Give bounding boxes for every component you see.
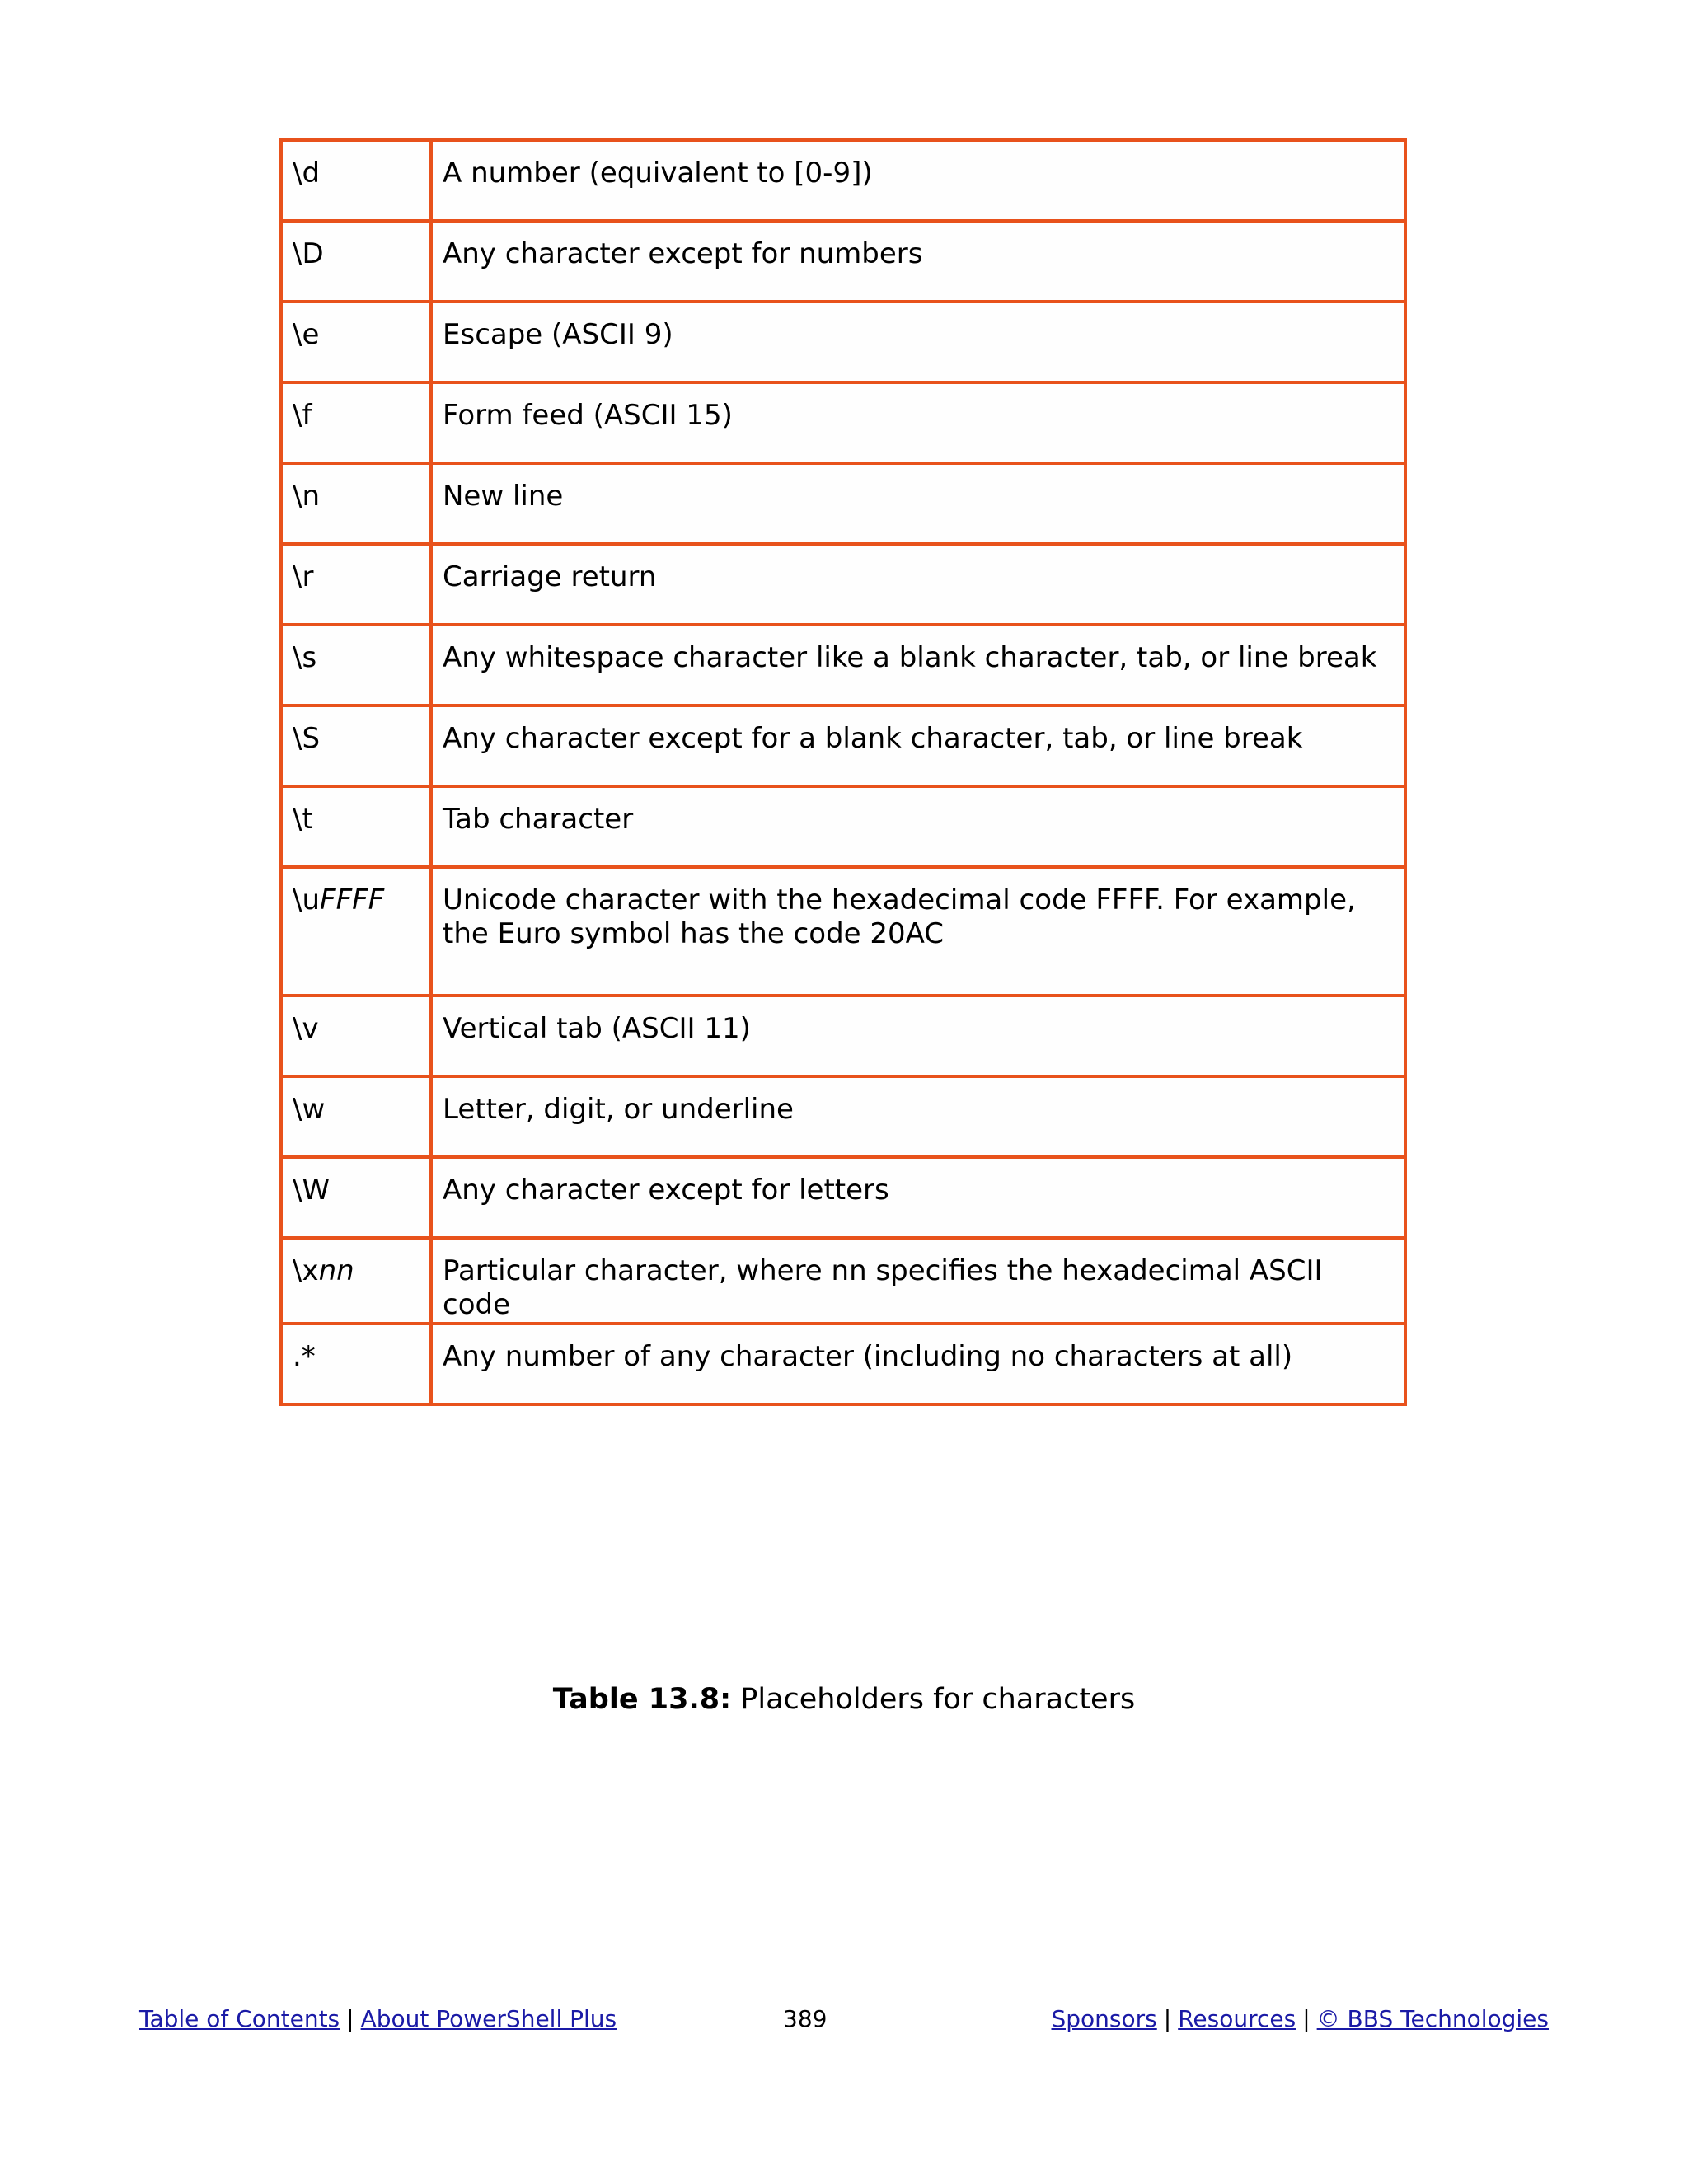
code-text: \f — [293, 399, 312, 432]
table-row — [281, 221, 1405, 302]
code-cell — [281, 382, 431, 463]
table-row — [281, 463, 1405, 544]
code-cell — [281, 867, 431, 996]
table-row — [281, 1324, 1405, 1404]
page-number: 389 — [783, 2005, 828, 2032]
table-row — [281, 996, 1405, 1076]
code-text: \S — [293, 722, 321, 755]
code-cell — [281, 705, 431, 786]
code-text: \u — [293, 883, 321, 916]
code-cell — [281, 1076, 431, 1157]
resources-link[interactable]: Resources — [1178, 2005, 1296, 2032]
table-of-contents-link[interactable]: Table of Contents — [139, 2005, 340, 2032]
description-cell: Any character except for letters — [431, 1157, 1405, 1238]
table-caption — [0, 1681, 1688, 1718]
code-cell — [281, 1324, 431, 1404]
description-cell: New line — [431, 463, 1405, 544]
table-row — [281, 867, 1405, 996]
page-footer — [0, 2003, 1688, 2039]
table-row — [281, 705, 1405, 786]
code-text: \w — [293, 1093, 326, 1126]
description-cell: Vertical tab (ASCII 11) — [431, 996, 1405, 1076]
code-cell — [281, 544, 431, 625]
table-row — [281, 1238, 1405, 1324]
bbs-technologies-link[interactable]: © BBS Technologies — [1316, 2005, 1549, 2032]
code-text: .* — [293, 1340, 316, 1373]
description-cell: Any number of any character (including no characters at all) — [431, 1324, 1405, 1404]
code-text: \d — [293, 157, 321, 190]
description-cell: Unicode character with the hexadecimal code FFFF. For example, the Euro symbol has the code 20AC — [431, 867, 1405, 996]
code-cell — [281, 786, 431, 867]
description-cell: Particular character, where nn specifies the hexadecimal ASCII code — [431, 1238, 1405, 1324]
code-text: \r — [293, 560, 314, 593]
sponsors-link[interactable]: Sponsors — [1051, 2005, 1157, 2032]
code-cell — [281, 140, 431, 221]
description-cell: Escape (ASCII 9) — [431, 302, 1405, 382]
code-text: \t — [293, 803, 313, 836]
code-text: \s — [293, 641, 317, 674]
code-cell — [281, 221, 431, 302]
footer-right-links — [1052, 2003, 1550, 2036]
description-cell: Any whitespace character like a blank character, tab, or line break — [431, 625, 1405, 705]
description-cell: A number (equivalent to [0-9]) — [431, 140, 1405, 221]
code-cell — [281, 996, 431, 1076]
table-row — [281, 382, 1405, 463]
table-row — [281, 625, 1405, 705]
code-text: \n — [293, 480, 321, 513]
table-row — [281, 302, 1405, 382]
table-row — [281, 1157, 1405, 1238]
table-row — [281, 140, 1405, 221]
code-text: \e — [293, 318, 320, 351]
footer-separator: | — [1302, 2005, 1311, 2032]
code-italic-text: FFFF — [320, 883, 385, 916]
code-cell — [281, 1238, 431, 1324]
placeholder-table — [279, 138, 1407, 1406]
footer-left-links — [139, 2003, 617, 2036]
description-cell: Tab character — [431, 786, 1405, 867]
code-text: \v — [293, 1012, 319, 1045]
caption-label: Table 13.8: — [552, 1683, 732, 1716]
code-text: \x — [293, 1254, 319, 1287]
footer-separator: | — [346, 2005, 354, 2032]
code-text: \W — [293, 1174, 331, 1207]
about-powershell-plus-link[interactable]: About PowerShell Plus — [360, 2005, 617, 2032]
table-row — [281, 544, 1405, 625]
description-cell: Carriage return — [431, 544, 1405, 625]
footer-separator: | — [1163, 2005, 1172, 2032]
table-row — [281, 1076, 1405, 1157]
code-cell — [281, 302, 431, 382]
description-cell: Any character except for numbers — [431, 221, 1405, 302]
description-cell: Letter, digit, or underline — [431, 1076, 1405, 1157]
code-cell — [281, 463, 431, 544]
caption-text: Placeholders for characters — [731, 1683, 1136, 1716]
description-cell: Form feed (ASCII 15) — [431, 382, 1405, 463]
table-row — [281, 786, 1405, 867]
code-cell — [281, 625, 431, 705]
description-cell: Any character except for a blank character, tab, or line break — [431, 705, 1405, 786]
code-cell — [281, 1157, 431, 1238]
code-text: \D — [293, 237, 324, 270]
code-italic-text: nn — [318, 1254, 354, 1287]
